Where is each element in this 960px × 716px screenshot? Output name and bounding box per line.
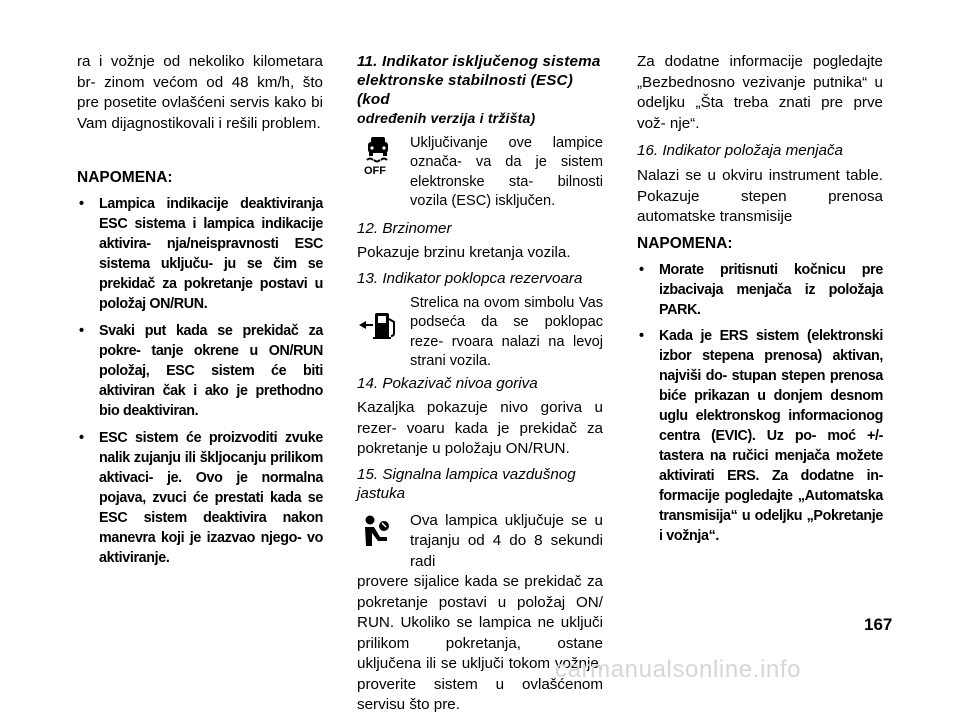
section-11-subtitle: određenih verzija i tržišta) bbox=[357, 110, 536, 126]
section-15-text: provere sijalice kada se prekidač za pokretanje postavi u položaj ON/ RUN. Ukoliko se lampica ne uključi prilikom pokretanja, ostane uključena ili se uključi tokom vožnje, proverite sistem u ovlašćenom servisu što pre. bbox=[357, 573, 603, 714]
section-12-title: 12. Brzinomer bbox=[357, 220, 452, 238]
section-11-heading: 11. Indikator isključenog sistema elektronske stabilnosti (ESC)(kod bbox=[357, 53, 601, 108]
intro-paragraph: Za dodatne informacije pogledajte „Bezbednosno vezivanje putnika“ u odeljku „Šta treba znati pre prve vož- nje“. bbox=[637, 53, 883, 132]
list-item bbox=[77, 321, 323, 421]
note-title: NAPOMENA: bbox=[637, 234, 733, 252]
section-11-title bbox=[357, 52, 603, 128]
section-14-text: Kazaljka pokazuje nivo goriva u rezer- voaru kada je prekidač za pokretanje u položaju ON/RUN. bbox=[357, 399, 603, 458]
airbag-icon bbox=[357, 511, 399, 553]
section-15-title: 15. Signalna lampica vazdušnog jastuka bbox=[357, 465, 576, 502]
bullet-text: Svaki put kada se prekidač za pokre- tanje okrene u ON/RUN položaj, ESC sistem će biti aktiviran čak i ako je prethodno bio deaktiviran. bbox=[99, 323, 323, 419]
bullet-marker: • bbox=[639, 261, 644, 278]
section-12-text: Pokazuje brzinu kretanja vozila. bbox=[357, 244, 571, 262]
fuel-door-icon bbox=[357, 304, 399, 346]
page-number: 167 bbox=[864, 615, 893, 634]
intro-paragraph: ra i vožnje od nekoliko kilometara br- zinom većom od 48 km/h, što pre posetite ovlašćeni servis kako bi Vam dijagnostikovali i rešili problem. bbox=[77, 53, 323, 132]
section-15-text-indented: Ova lampica uključuje se u trajanju od 4 do 8 sekundi radi bbox=[410, 511, 603, 570]
bullet-text: Lampica indikacije deaktiviranja ESC sistema i lampica indikacije aktivira- nja/neispravnosti ESC sistema uključu- ju se čim se prekidač za pokretanje postavi u položaj ON/RUN. bbox=[99, 196, 323, 312]
esc-off-icon bbox=[357, 136, 399, 178]
watermark: carmanualsonline.info bbox=[555, 656, 802, 683]
list-item bbox=[637, 260, 883, 320]
column-2 bbox=[357, 52, 603, 716]
list-item bbox=[637, 326, 883, 546]
section-16-title: 16. Indikator položaja menjača bbox=[637, 142, 844, 159]
bullet-text: Kada je ERS sistem (elektronski izbor stepena prenosa) aktivan, najviši do- stupan stepen prenosa biće prikazan u donjem desnom uglu elektronskog informacionog centra (EVIC). Uz po- moć +/- tastera na ručici menjača možete aktivirati ERS. Za dodatne in- formacije pogledajte „Automatska transmisija“ u odeljku „Pokretanje i vožnja“. bbox=[659, 327, 883, 544]
esc-off-label: OFF bbox=[364, 165, 386, 177]
note-list bbox=[77, 194, 323, 568]
list-item bbox=[77, 194, 323, 314]
bullet-marker: • bbox=[79, 196, 84, 212]
note-title: NAPOMENA: bbox=[77, 169, 173, 186]
column-3 bbox=[637, 52, 883, 546]
section-14-title: 14. Pokazivač nivoa goriva bbox=[357, 375, 538, 393]
section-13-title: 13. Indikator poklopca rezervoara bbox=[357, 269, 583, 287]
bullet-text: ESC sistem će proizvoditi zvuke nalik zujanju ili škljocanju prilikom aktivaci- je. Ovo je normalna pojava, zvuci će prestati kada se ESC sistem deaktivira nakon manevra koji je izazvao njego- vo aktiviranje. bbox=[99, 430, 323, 566]
bullet-marker: • bbox=[79, 430, 84, 446]
column-1 bbox=[77, 52, 323, 568]
section-15-body bbox=[357, 511, 603, 573]
bullet-text: Morate pritisnuti kočnicu pre izbacivaja menjača iz položaja PARK. bbox=[659, 261, 883, 318]
section-13-body bbox=[357, 294, 603, 372]
note-list bbox=[637, 260, 883, 546]
section-13-text: Strelica na ovom simbolu Vas podseća da se poklopac reze- rvoara nalazi na levoj strani vozila. bbox=[410, 294, 603, 370]
bullet-marker: • bbox=[79, 323, 84, 339]
section-16-text: Nalazi se u okviru instrument table. Pokazuje stepen prenosa automatske transmisije bbox=[637, 167, 883, 225]
list-item bbox=[77, 428, 323, 568]
section-11-body bbox=[357, 134, 603, 211]
bullet-marker: • bbox=[639, 327, 644, 344]
section-11-text: Uključivanje ove lampice označa- va da je sistem elektronske sta- bilnosti vozila (ESC) isključen. bbox=[410, 135, 603, 209]
